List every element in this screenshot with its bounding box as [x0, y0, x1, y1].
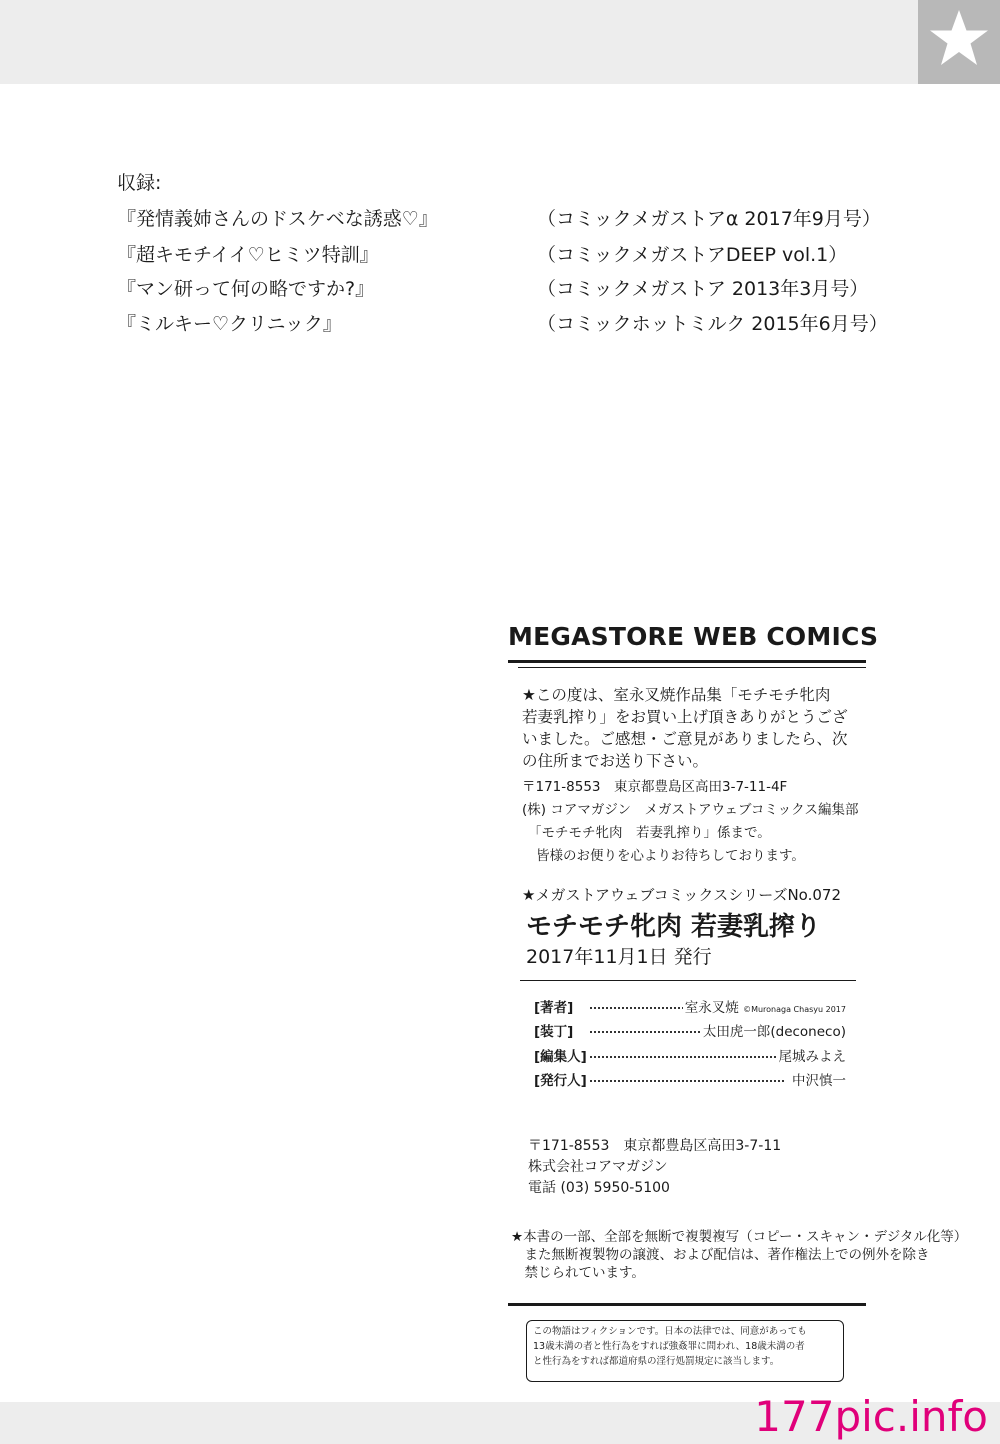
fiction-disclaimer	[526, 1320, 844, 1382]
address-line: 皆様のお便りを心よりお待ちしております。	[536, 848, 805, 864]
credit-role: [装丁]	[534, 1020, 575, 1040]
leader-dots	[590, 1056, 784, 1058]
company-line: 〒171-8553 東京都豊島区高田3-7-11	[528, 1138, 782, 1154]
thanks-line: いました。ご感想・ご意見がありましたら、次	[522, 730, 848, 748]
work-source: （コミックホットミルク 2015年6月号）	[537, 313, 888, 335]
credit-role: [編集人]	[534, 1045, 589, 1065]
thanks-line: の住所までお送り下さい。	[522, 752, 709, 770]
star-tab	[918, 0, 1000, 84]
work-source: （コミックメガストア 2013年3月号）	[537, 278, 869, 300]
notice-line: ★本書の一部、全部を無断で複製複写（コピー・スキャン・デジタル化等）	[511, 1229, 968, 1245]
contents-item	[117, 204, 907, 236]
contents-heading: 収録:	[117, 172, 162, 194]
credit-name	[683, 996, 846, 1016]
company-line: 株式会社コアマガジン	[528, 1159, 668, 1175]
work-title: 『発情義姉さんのドスケベな誘惑♡』	[117, 208, 438, 230]
credit-role: [発行人]	[534, 1069, 589, 1089]
book-title: モチモチ牝肉 若妻乳搾り	[526, 912, 822, 942]
fan-mail-address	[522, 776, 858, 868]
watermark: 177pic.info	[754, 1392, 988, 1441]
contents-item	[117, 309, 907, 341]
copyright-notice	[511, 1228, 967, 1282]
credit-editor	[534, 1045, 854, 1065]
credit-design	[534, 1020, 854, 1040]
notice-line: また無断複製物の譲渡、および配信は、著作権法上での例外を除き	[511, 1247, 930, 1263]
company-info	[528, 1136, 781, 1199]
work-source: （コミックメガストアDEEP vol.1）	[537, 244, 848, 266]
leader-dots	[590, 1080, 784, 1082]
disclaimer-line: 13歳未満の者と性行為をすれば強姦罪に問われ、18歳未満の者	[533, 1341, 805, 1352]
thanks-message	[522, 684, 862, 772]
credit-publisher	[534, 1069, 854, 1089]
address-line: (株) コアマガジン メガストアウェブコミックス編集部	[522, 802, 859, 818]
address-line: 「モチモチ牝肉 若妻乳搾り」係まで。	[528, 825, 771, 841]
star-icon	[928, 8, 990, 70]
notice-line: 禁じられています。	[511, 1265, 645, 1281]
divider	[508, 660, 866, 663]
publisher-logo: MEGASTORE WEB COMICS	[508, 622, 879, 651]
address-line: 〒171-8553 東京都豊島区高田3-7-11-4F	[522, 779, 788, 795]
company-line: 電話 (03) 5950-5100	[528, 1180, 670, 1196]
credit-name-text: 室永叉焼	[684, 1000, 739, 1016]
divider	[518, 667, 866, 668]
credit-author	[534, 996, 854, 1016]
work-source: （コミックメガストアα 2017年9月号）	[537, 208, 881, 230]
credit-name: 尾城みよえ	[777, 1045, 847, 1065]
copyright-note: ©Muronaga Chasyu 2017	[743, 1005, 846, 1014]
contents-item	[117, 274, 907, 306]
top-band	[0, 0, 918, 84]
work-title: 『ミルキー♡クリニック』	[117, 313, 342, 335]
credit-name: 中沢慎一	[790, 1069, 846, 1089]
disclaimer-line: と性行為をすれば都道府県の淫行処罰規定に該当します。	[533, 1356, 780, 1367]
divider	[508, 1303, 866, 1306]
thanks-line: 若妻乳搾り」をお買い上げ頂きありがとうござ	[522, 708, 848, 726]
credit-name: 太田虎一郎(deconeco)	[701, 1020, 846, 1040]
work-title: 『超キモチイイ♡ヒミツ特訓』	[117, 244, 379, 266]
publication-date: 2017年11月1日 発行	[526, 946, 712, 968]
thanks-line: ★この度は、室永叉焼作品集「モチモチ牝肉	[522, 686, 831, 704]
divider	[520, 980, 856, 981]
work-title: 『マン研って何の略ですか?』	[117, 278, 375, 300]
disclaimer-line: この物語はフィクションです。日本の法律では、同意があっても	[533, 1326, 807, 1337]
contents-item	[117, 240, 907, 272]
series-label: ★メガストアウェブコミックスシリーズNo.072	[522, 886, 841, 904]
credit-role: [著者]	[534, 996, 575, 1016]
